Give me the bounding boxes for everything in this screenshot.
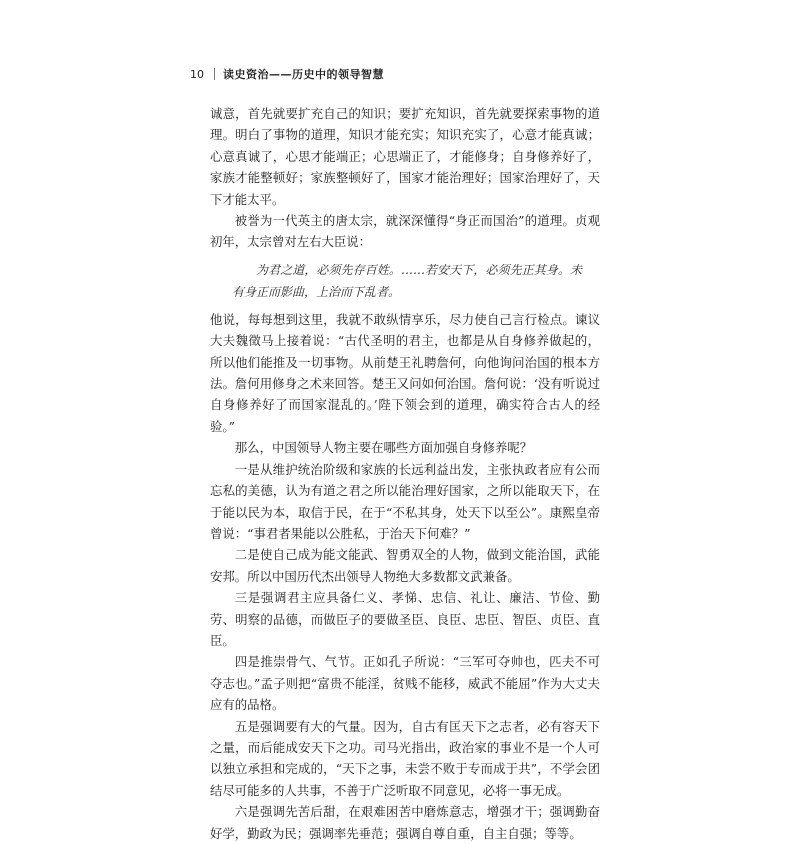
header-divider	[214, 68, 215, 80]
paragraph: 五是强调要有大的气量。因为，自古有匡天下之志者，必有容天下之量，而后能成安天下之功。司马光指出，政治家的事业不是一个人可以独立承担和完成的，“天下之事，未尝不败于专而成于共”，不学会团结尽可能多的人共事，不善于广泛听取不同意见，必将一事无成。	[210, 718, 600, 798]
paragraph: 二是使自己成为能文能武、智勇双全的人物，做到文能治国，武能安邦。所以中国历代杰出领导人物绝大多数都文武兼备。	[210, 547, 600, 584]
paragraph: 四是推崇骨气、气节。正如孔子所说：“三军可夺帅也，匹夫不可夺志也。”孟子则把“富贵不能淫，贫贱不能移，威武不能屈”作为大丈夫应有的品格。	[210, 654, 600, 713]
paragraph: 诚意，首先就要扩充自己的知识；要扩充知识，首先就要探索事物的道理。明白了事物的道理，知识才能充实；知识充实了，心意才能真诚；心意真诚了，心思才能端正；心思端正了，才能修身；自身修养好了，家族才能整顿好；家族整顿好了，国家才能治理好；国家治理好了，天下才能太平。	[210, 106, 600, 207]
page-number: 10	[190, 67, 204, 81]
paragraph: 三是强调君主应具备仁义、孝悌、忠信、礼让、廉洁、节俭、勤劳、明察的品德，而做臣子的要做圣臣、良臣、忠臣、智臣、贞臣、直臣。	[210, 590, 600, 648]
running-title: 读史资治——历史中的领导智慧	[223, 68, 384, 81]
paragraph: 他说，每每想到这里，我就不敢纵情享乐，尽力使自己言行检点。谏议大夫魏徵马上接着说：“古代圣明的君主，也都是从自身修养做起的，所以他们能推及一切事物。从前楚王礼聘詹何，向他询问治国的根本方法。詹何用修身之术来回答。楚王又问如何治国。詹何说：‘没有听说过自身修养好了而国家混乱的。’陛下领会到的道理，确实符合古人的经验。”	[210, 311, 600, 434]
paragraph: 一是从维护统治阶级和家族的长远利益出发，主张执政者应有公而忘私的美德，认为有道之君之所以能治理好国家，之所以能取天下，在于能以民为本，取信于民，在于“不私其身，处天下以至公”。康熙皇帝曾说：“事君者果能以公胜私，于治天下何难？”	[210, 461, 600, 541]
block-quote: 为君之道，必须先存百姓。……若安天下，必须先正其身。未有身正而影曲，上治而下乱者。	[232, 262, 582, 299]
page-body	[210, 103, 600, 844]
paragraph: 六是强调先苦后甜，在艰难困苦中磨炼意志，增强才干；强调勤奋好学，勤政为民；强调率先垂范；强调自尊自重，自主自强；等等。	[210, 804, 600, 841]
paragraph: 那么，中国领导人物主要在哪些方面加强自身修养呢？	[234, 440, 533, 456]
running-header	[190, 66, 384, 82]
paragraph: 被誉为一代英主的唐太宗，就深深懂得“身正而国治”的道理。贞观初年，太宗曾对左右大臣说：	[210, 213, 600, 250]
